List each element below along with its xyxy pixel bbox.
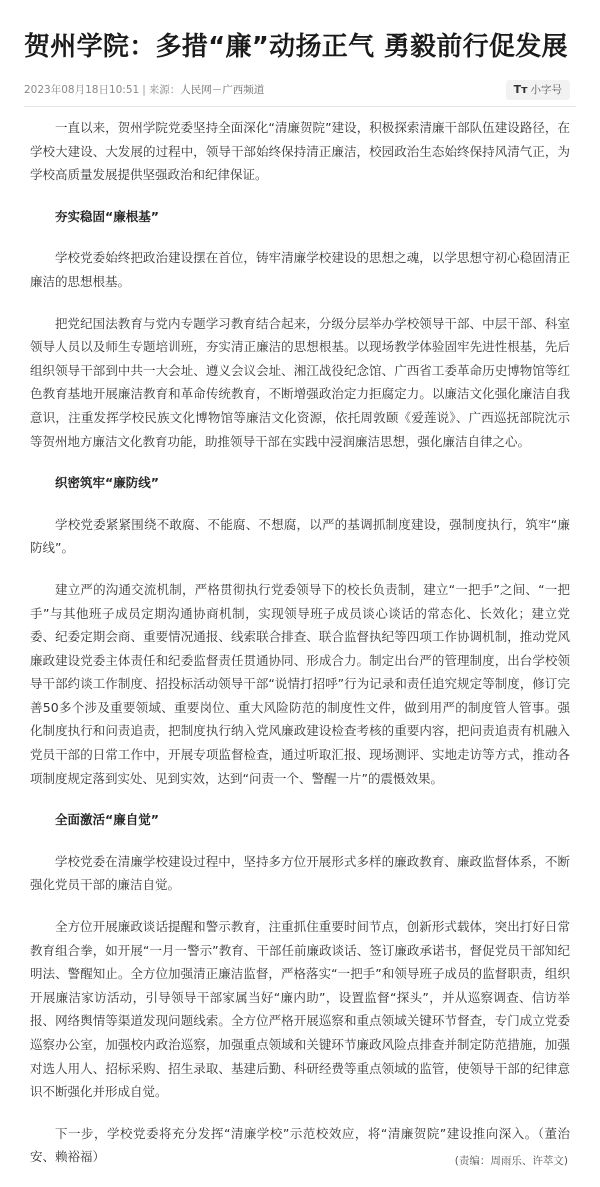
- font-size-button[interactable]: [506, 80, 570, 100]
- article-title: 贺州学院：多措“廉”动扬正气 勇毅前行促发展: [24, 32, 568, 62]
- paragraph: 学校党委始终把政治建设摆在首位，铸牢清廉学校建设的思想之魂，以学思想守初心稳固清正廉洁的思想根基。: [30, 250, 570, 289]
- title-divider: [24, 106, 576, 107]
- font-size-label: 小字号: [530, 84, 562, 96]
- paragraph: 下一步，学校党委将充分发挥“清廉学校”示范校效应，将“清廉贺院”建设推向深入。（董治安、赖裕福）: [30, 1125, 570, 1165]
- meta-separator: |: [142, 84, 146, 96]
- source-label: 来源：: [148, 84, 181, 96]
- paragraph: 全方位开展廉政谈话提醒和警示教育，注重抓住重要时间节点，创新形式载体，突出打好日常教育组合拳，如开展“一月一警示”教育、干部任前廉政谈话、签订廉政承诺书，督促党员干部知纪明法、警醒知止。全方位加强清正廉洁监督，严格落实“一把手”和领导班子成员的监督职责，组织开展廉洁家访活动，引导领导干部家属当好“廉内助”，设置监督“探头”，并从巡察调查、信访举报、网络舆情等渠道发现问题线索。全方位严格开展巡察和重点领域关键环节督查，专门成立党委巡察办公室，加强校内政治巡察，加强重点领域和关键环节廉政风险点排查并制定防范措施，加强对选人用人、招标采购、招生录取、基建后勤、科研经费等重点领域的监管，使领导干部的纪律意识不断强化并形成自觉。: [30, 919, 570, 1100]
- paragraph: 一直以来，贺州学院党委坚持全面深化“清廉贺院”建设，积极探索清廉干部队伍建设路径，在学校大建设、大发展的过程中，领导干部始终保持清正廉洁，校园政治生态始终保持风清气正，为学校高质量发展提供坚强政治和纪律保证。: [30, 120, 570, 183]
- editor-note: (责编：周雨乐、许萃文): [454, 1155, 568, 1167]
- paragraph: 学校党委紧紧围绕不敢腐、不能腐、不想腐，以严的基调抓制度建设，强制度执行，筑牢“廉防线”。: [30, 516, 570, 556]
- font-size-icon: Tт: [513, 83, 528, 96]
- article-body: [30, 116, 570, 1187]
- article-meta: [24, 80, 576, 100]
- section-heading: 织密筑牢“廉防线”: [55, 475, 159, 491]
- paragraph: 建立严的沟通交流机制，严格贯彻执行党委领导下的校长负责制，建立“一把手”之间、“一把手”与其他班子成员定期沟通协商机制，实现领导班子成员谈心谈话的常态化、长效化；建立党委、纪委定期会商、重要情况通报、线索联合排查、联合监督执纪等四项工作协调机制，推动党风廉政建设党委主体责任和纪委监督责任贯通协同、形成合力。制定出台严的管理制度，出台学校领导干部约谈工作制度、招投标活动领导干部“说情打招呼”行为记录和责任追究规定等制度，修订完善50多个涉及重要领域、重要岗位、重大风险防范的制度性文件，做到用严的制度管人管事。强化制度执行和问责追责，把制度执行纳入党风廉政建设检查考核的重要内容，把问责追责有机融入党员干部的日常工作中，开展专项监督检查，通过听取汇报、现场测评、实地走访等方式，推动各项制度规定落到实处、见到实效，达到“问责一个、警醒一片”的震慑效果。: [30, 581, 570, 786]
- paragraph: 把党纪国法教育与党内专题学习教育结合起来，分级分层举办学校领导干部、中层干部、科室领导人员以及师生专题培训班，夯实清正廉洁的思想根基。以现场教学体验固牢先进性根基，先后组织领导干部到中共一大会址、遵义会议会址、湘江战役纪念馆、广西省工委革命历史博物馆等红色教育基地开展廉洁教育和革命传统教育，不断增强政治定力拒腐定力。以廉洁文化强化廉洁自我意识，注重发挥学校民族文化博物馆等廉洁文化资源，依托周敦颐《爱莲说》、广西巡抚部院沈示等贺州地方廉洁文化教育功能，助推领导干部在实践中浸润廉洁思想，强化廉洁自律之心。: [30, 315, 570, 449]
- source-link[interactable]: 人民网－广西频道: [180, 84, 265, 96]
- section-heading: 全面激活“廉自觉”: [55, 812, 159, 828]
- section-heading: 夯实稳固“廉根基”: [55, 208, 159, 224]
- paragraph: 学校党委在清廉学校建设过程中，坚持多方位开展形式多样的廉政教育、廉政监督体系，不断强化党员干部的廉洁自觉。: [30, 853, 570, 893]
- publish-datetime: 2023年08月18日10:51: [24, 84, 140, 96]
